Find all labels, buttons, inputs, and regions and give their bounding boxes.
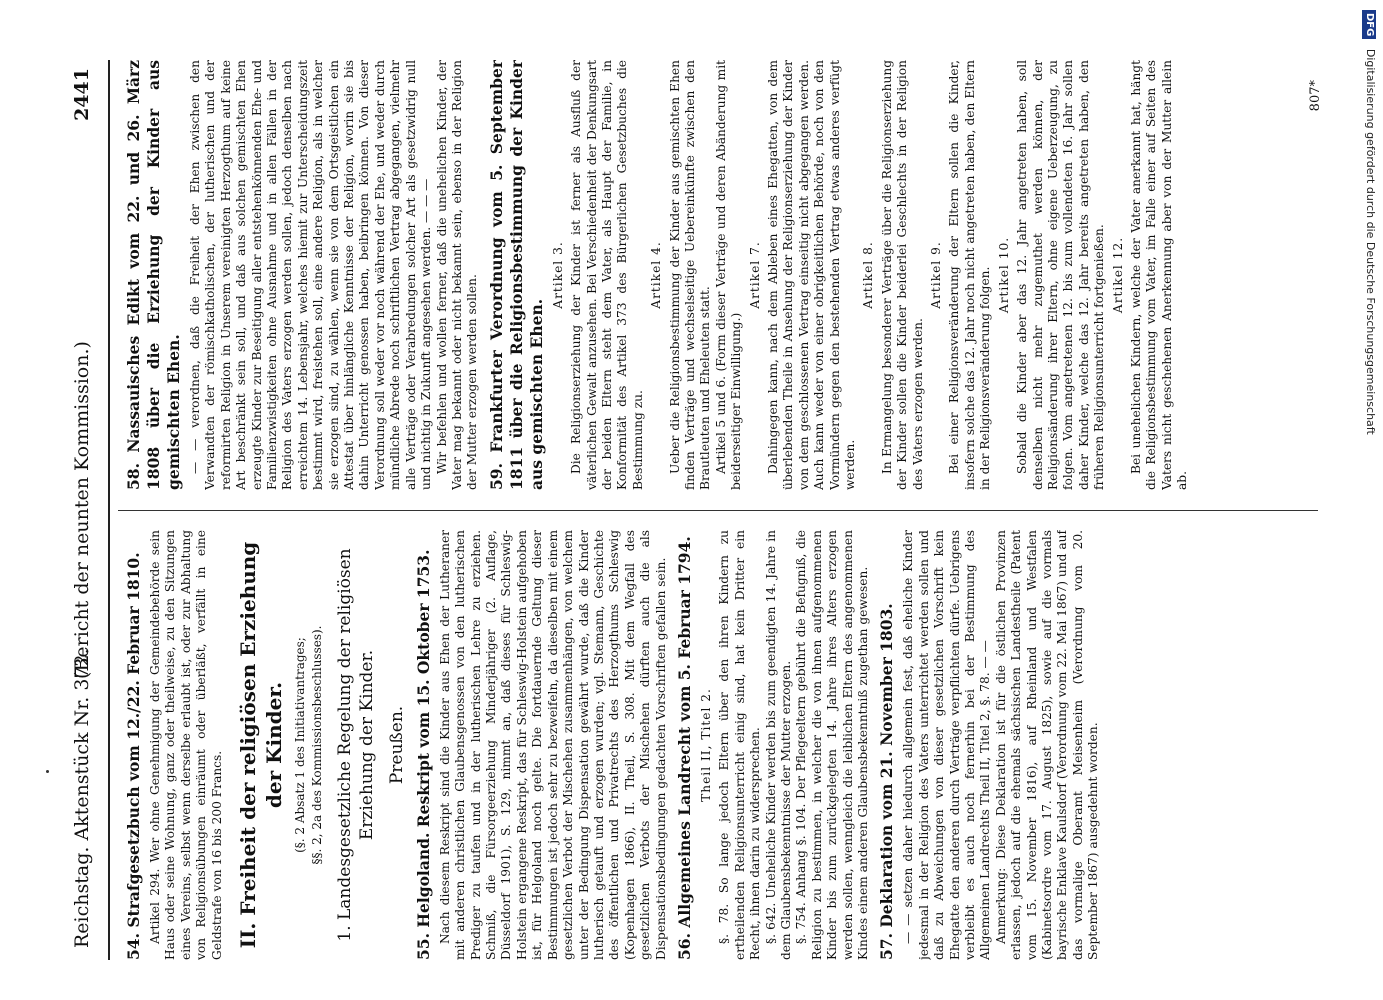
heading-54: 54. Strafgesetzbuch vom 12./22. Februar 1810. bbox=[124, 552, 143, 960]
paragraph-59g: Bei unehelichen Kindern, welche der Vater anerkannt hat, hängt die Religionsbestimmung vom Vater, im Falle einer auf Seiten des Vaters nicht geschehenen Anerkennung aber von der Mutter allein ab. bbox=[1128, 60, 1190, 490]
paragraph-58b: Wir befehlen und wollen ferner, daß die unehelichen Kinder, der Vater mag bekannt oder nicht bekannt sein, ebenso in der Religion der Mutter erzogen werden sollen. bbox=[434, 60, 480, 490]
heading-57: 57. Deklaration vom 21. November 1803. bbox=[877, 603, 897, 960]
left-column bbox=[118, 530, 1318, 960]
page-number: 2441 bbox=[71, 68, 93, 121]
dfg-logo: DFG bbox=[1362, 10, 1376, 39]
rotated-page-content bbox=[60, 60, 1330, 960]
artikel-7: Artikel 7. bbox=[747, 241, 762, 309]
heading-55: 55. Helgoland. Reskript vom 15. Oktober 1753. bbox=[413, 549, 433, 960]
heading-56-sub: Theil II, Titel 2. bbox=[698, 688, 713, 802]
right-column bbox=[118, 60, 1318, 490]
section-title-II: II. Freiheit der religiösen Erziehung der Kinder. bbox=[236, 541, 287, 949]
reference-line-2: §§. 2, 2a des Kommissionsbeschlusses). bbox=[310, 625, 325, 865]
paragraph-58: — — verordnen, daß die Freiheit der Ehen zwischen den Verwandten der römischkatholischen, der lutherischen und der reformirten Religion in Unserem vereinigten Herzogthum auf keine Art beschränkt sein soll, und daß aus solchen gemischten Ehen erzeugte Kinder zur Beseitigung aller entstehenkönnenden Ehe- und Familienzwistigkeiten ohne Ausnahme und in allen Fällen in der Religion des Vaters erzogen werden sollen, jedoch denselben nach erreichtem 14. Lebensjahr, welches hiemit zur Unterscheidungszeit bestimmt wird, freistehen soll, eine andere Religion, als in welcher sie erzogen sind, zu wählen, wenn sie von dem Ortsgeistlichen ein Attestat über hinlängliche Kenntnisse der Religion, worin sie bis dahin Unterricht genossen haben, beibringen können. Von dieser Verordnung soll weder vor noch während der Ehe, und weder durch mündliche Abrede noch schriftlichen Vertrag abgegangen, vielmehr alle Verträge oder Verabredungen solcher Art als gesetzwidrig null und nichtig in Zukunft angesehen werden. — — — bbox=[188, 60, 434, 490]
paragraph-56b: §. 642. Uneheliche Kinder werden bis zum geendigten 14. Jahre in dem Glaubensbekenntnisse der Mutter erzogen. bbox=[763, 530, 793, 960]
state-heading-preussen: Preußen. bbox=[386, 705, 407, 785]
paragraph-56c: §. 754. Anhang §. 104. Der Pflegeeltern gebührt die Befugniß, die Religion zu bestimmen, in welcher die von ihnen aufgenommenen Kinder bis zum zurückgelegten 14. Jahre ihres Alters erzogen werden sollen, wenngleich die leiblichen Eltern des angenommenen Kindes einem anderen Glaubensbekenntniß zugethan gewesen. bbox=[794, 530, 870, 960]
paragraph-59d: In Ermangelung besonderer Verträge über die Religionserziehung der Kinder sollen die Kinder beiderlei Geschlechts in der Religion des Vaters erzogen werden. bbox=[879, 60, 925, 490]
scan-speck bbox=[46, 770, 49, 773]
paragraph-56a: §. 78. So lange jedoch Eltern über den ihren Kindern zu ertheilenden Religionsunterricht einig sind, hat kein Dritter ein Recht, ihnen darin zu widersprechen. bbox=[717, 530, 763, 960]
paragraph-59a: Die Religionserziehung der Kinder ist ferner als Ausfluß der väterlichen Gewalt anzusehen. Bei Verschiedenheit der Denkungsart der beiden Eltern steht dem Vater, als Haupt der Familie, in Konformität des Artikel 373 des Bürgerlichen Gesetzbuches die Bestimmung zu. bbox=[569, 60, 645, 490]
digitization-note-text: Digitalisierung gefördert durch die Deutsche Forschungsgemeinschaft bbox=[1364, 48, 1377, 435]
heading-59: 59. Frankfurter Verordnung vom 5. September 1811 über die Religionsbestimmung der Kinder aus gemischten Ehen. bbox=[486, 60, 546, 490]
paragraph-57-note: Anmerkung: Diese Deklaration ist für die östlichen Provinzen erlassen, jedoch auf die ehemals sächsischen Landestheile (Patent vom 15. November 1816), auf Rheinland und Westfalen (Kabinetsordre vom 17. August 1825), sowie auf die vormals bayrische Enklave Kaulsdorf (Verordnung vom 22. Mai 1867) und auf das vormalige Oberamt Meisenheim (Verordnung vom 20. September 1867) ausgedehnt worden. bbox=[993, 530, 1101, 960]
column-rule bbox=[118, 510, 1318, 511]
reference-line-1: (§. 2 Absatz 1 des Initiativantrages; bbox=[293, 637, 308, 853]
artikel-8: Artikel 8. bbox=[861, 241, 876, 309]
artikel-3: Artikel 3. bbox=[550, 241, 565, 309]
heading-56: 56. Allgemeines Landrecht vom 5. Februar 1794. bbox=[674, 536, 694, 960]
heading-58: 58. Nassauisches Edikt vom 22. und 26. März 1808 über die Erziehung der Kinder aus gemischten Ehen. bbox=[124, 60, 183, 490]
running-head-left: Reichstag. Aktenstück Nr. 372. bbox=[71, 648, 93, 948]
artikel-10: Artikel 10. bbox=[996, 236, 1011, 314]
paragraph-54: Artikel 294. Wer ohne Genehmigung der Gemeindebehörde sein Haus oder seine Wohnung, ganz oder theilweise, zu den Sitzungen eines Vereins, selbst wenn derselbe erlaubt ist, oder zur Abhaltung von Religionsübungen einräumt oder überläßt, verfällt in eine Geldstrafe von 16 bis 200 Francs. bbox=[148, 530, 224, 960]
section-title-1: 1. Landesgesetzliche Regelung der religiösen Erziehung der Kinder. bbox=[334, 548, 377, 942]
running-head bbox=[60, 60, 104, 960]
artikel-12: Artikel 12. bbox=[1110, 236, 1125, 314]
running-head-center: (Bericht der neunten Kommission.) bbox=[71, 341, 93, 679]
artikel-4: Artikel 4. bbox=[649, 241, 664, 309]
digitization-note bbox=[1360, 10, 1380, 990]
paragraph-59e: Bei einer Religionsveränderung der Eltern sollen die Kinder, insofern solche das 12. Jahr noch nicht angetreten haben, den Eltern in der Religionsveränderung folgen. bbox=[947, 60, 993, 490]
artikel-5-6: Artikel 5 und 6. (Form dieser Verträge und deren Abänderung mit beiderseitiger Einwilligung.) bbox=[713, 60, 744, 490]
paragraph-57: — — setzen daher hiedurch allgemein fest, daß eheliche Kinder jedesmal in der Religion des Vaters unterrichtet werden sollen und daß zu Abweichungen von dieser gesetzlichen Vorschrift kein Ehegatte den anderen durch Verträge verpflichten dürfe. Uebrigens verbleibt es auch noch fernerhin bei der Bestimmung des Allgemeinen Landrechts Theil II, Titel 2, §. 78. — — bbox=[901, 530, 993, 960]
signature-mark: 807* bbox=[1308, 80, 1323, 112]
paragraph-59f: Sobald die Kinder aber das 12. Jahr angetreten haben, soll denselben nicht mehr zugemuthet werden können, der Religionsänderung ihrer Eltern, ohne eigene Ueberzeugung, zu folgen. Vom angetretenen 12. bis zum vollendeten 16. Jahr sollen daher Kinder, welche das 12. Jahr bereits angetreten haben, den früheren Religionsunterricht fortgenießen. bbox=[1015, 60, 1107, 490]
paragraph-59b: Ueber die Religionsbestimmung der Kinder aus gemischten Ehen finden Verträge und wechselseitige Uebereinkünfte zwischen den Brautleuten und Eheleuten statt. bbox=[667, 60, 713, 490]
header-rule bbox=[108, 60, 110, 960]
artikel-9: Artikel 9. bbox=[929, 241, 944, 309]
paragraph-55: Nach diesem Reskript sind die Kinder aus Ehen der Lutheraner mit anderen christlichen Glaubensgenossen von den lutherischen Prediger zu taufen und in der lutherischen Lehre zu erziehen. Schmiß, die Fürsorgeerziehung Minderjähriger (2. Auflage, Düsseldorf 1901), S. 129, nimmt an, daß dieses für Schleswig-Holstein ergangene Reskript, das für Schleswig-Holstein aufgehoben ist, für Helgoland noch gelte. Die fortdauernde Geltung dieser Bestimmungen ist jedoch sehr zu bezweifeln, da dieselben mit einem gesetzlichen Verbot der Mischehen zusammenhängen, von welchem unter der Bedingung Dispensation gewährt wurde, daß die Kinder lutherisch getauft und erzogen wurden; vgl. Stemann, Geschichte des öffentlichen und Privatrechts des Herzogthums Schleswig (Kopenhagen 1866), II. Theil, S. 308. Mit dem Wegfall des gesetzlichen Verbots der Mischehen dürften auch die als Dispensationsbedingungen gedachten Vorschriften gefallen sein. bbox=[437, 530, 668, 960]
paragraph-59c: Dahingegen kann, nach dem Ableben eines Ehegatten, von dem überlebenden Theile in Ansehung der Religionserziehung der Kinder von dem geschlossenen Vertrag einseitig nicht abgegangen werden. Auch kann weder von einer obrigkeitlichen Behörde, noch von den Vormündern gegen den bestehenden Vertrag etwas anderes verfügt werden. bbox=[766, 60, 858, 490]
